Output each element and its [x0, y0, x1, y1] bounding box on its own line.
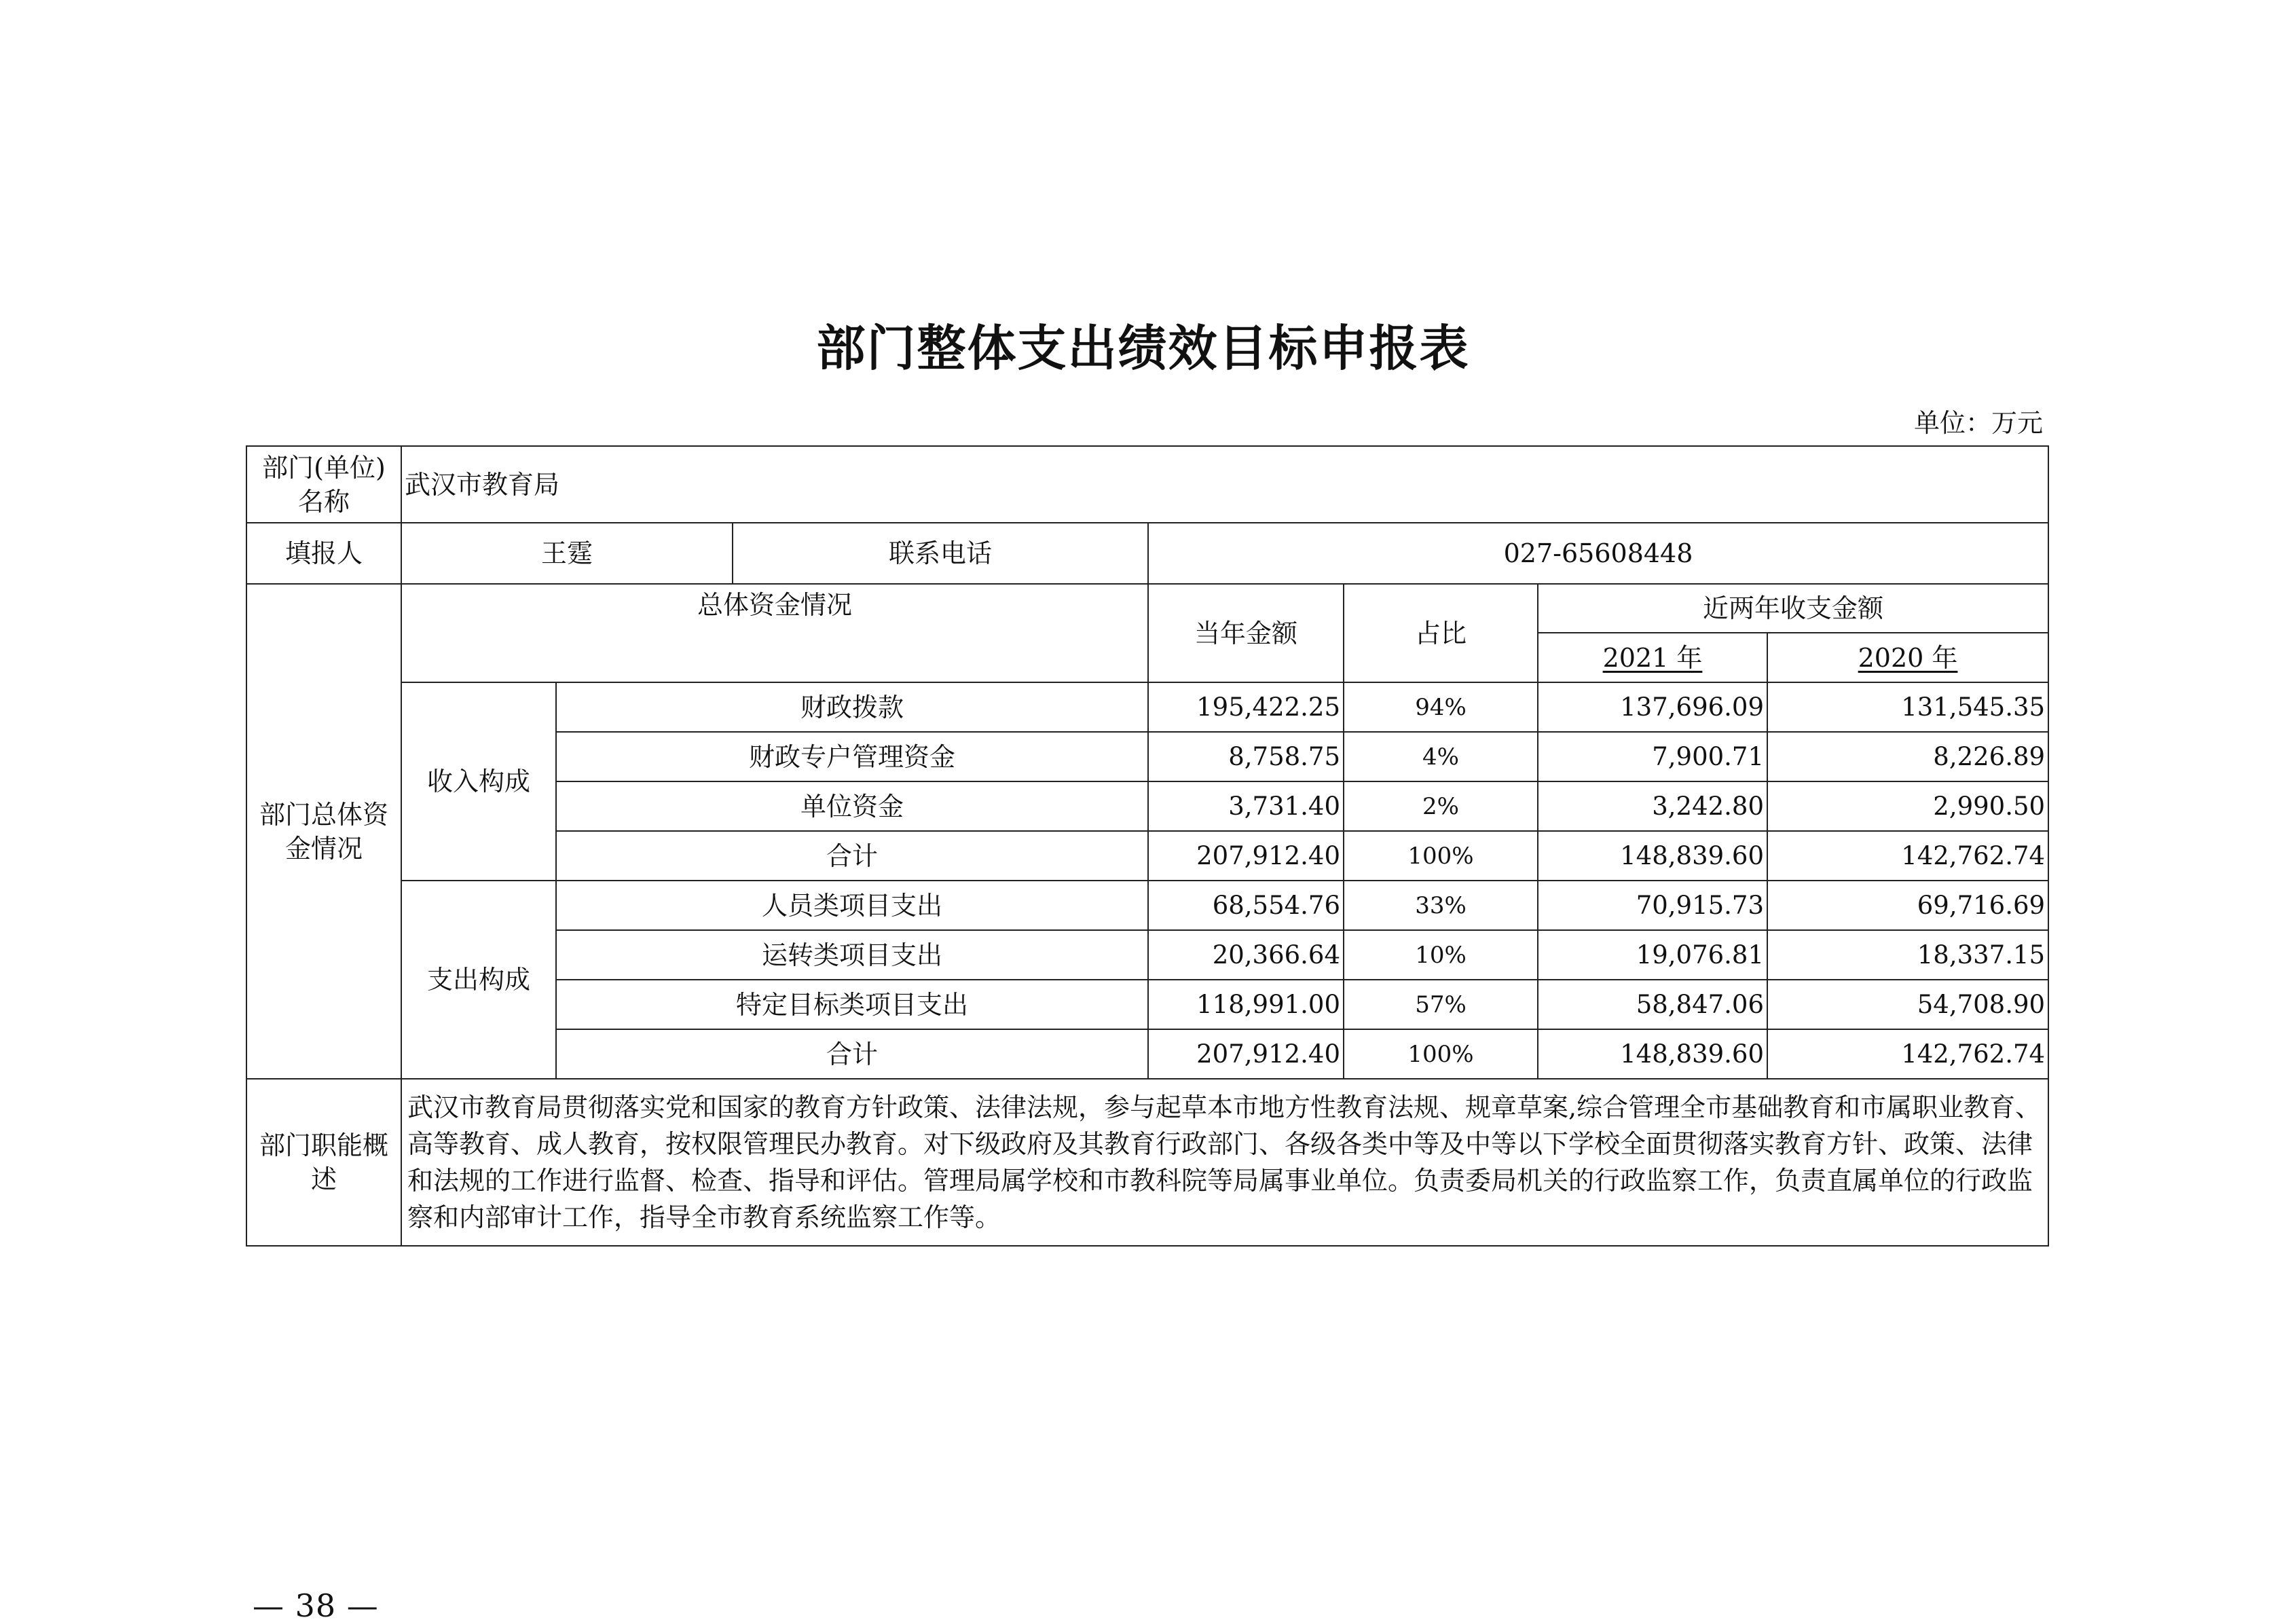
amount-2020-cell: 131,545.35	[1767, 682, 2048, 732]
amount-2021-cell: 3,242.80	[1538, 781, 1767, 831]
current-amount-cell: 20,366.64	[1148, 930, 1344, 980]
ratio-cell: 94%	[1344, 682, 1538, 732]
contact-row	[246, 523, 2048, 584]
amount-2020-cell: 8,226.89	[1767, 732, 2048, 781]
phone-label-cell: 联系电话	[733, 523, 1148, 584]
amount-2021-cell: 137,696.09	[1538, 682, 1767, 732]
ratio-cell: 10%	[1344, 930, 1538, 980]
year-2021-header: 2021 年	[1538, 633, 1767, 682]
ratio-cell: 57%	[1344, 980, 1538, 1029]
filler-label-cell: 填报人	[246, 523, 401, 584]
recent-years-header: 近两年收支金额	[1538, 584, 2048, 633]
amount-2020-cell: 142,762.74	[1767, 1029, 2048, 1079]
ratio-cell: 100%	[1344, 831, 1538, 881]
ratio-cell: 100%	[1344, 1029, 1538, 1079]
item-name-cell: 合计	[556, 1029, 1148, 1079]
amount-2021-cell: 148,839.60	[1538, 831, 1767, 881]
amount-2021-cell: 148,839.60	[1538, 1029, 1767, 1079]
funds-section-label: 部门总体资金情况	[246, 584, 401, 1079]
expense-label-cell: 支出构成	[401, 881, 556, 1079]
amount-2020-cell: 69,716.69	[1767, 881, 2048, 930]
ratio-cell: 2%	[1344, 781, 1538, 831]
current-amount-cell: 8,758.75	[1148, 732, 1344, 781]
page-number: — 38 —	[253, 1587, 379, 1624]
current-amount-cell: 68,554.76	[1148, 881, 1344, 930]
current-amount-cell: 118,991.00	[1148, 980, 1344, 1029]
year-2020-header: 2020 年	[1767, 633, 2048, 682]
item-name-cell: 合计	[556, 831, 1148, 881]
amount-2020-cell: 142,762.74	[1767, 831, 2048, 881]
item-name-cell: 人员类项目支出	[556, 881, 1148, 930]
duties-text-cell: 武汉市教育局贯彻落实党和国家的教育方针政策、法律法规，参与起草本市地方性教育法规、规章草案,综合管理全市基础教育和市属职业教育、高等教育、成人教育，按权限管理民办教育。对下级政府及其教育行政部门、各级各类中等及中等以下学校全面贯彻落实教育方针、政策、法律和法规的工作进行监督、检查、指导和评估。管理局属学校和市教科院等局属事业单位。负责委局机关的行政监察工作，负责直属单位的行政监察和内部审计工作，指导全市教育系统监察工作等。	[401, 1079, 2048, 1246]
amount-2021-cell: 7,900.71	[1538, 732, 1767, 781]
amount-2020-cell: 54,708.90	[1767, 980, 2048, 1029]
ratio-cell: 33%	[1344, 881, 1538, 930]
table-row	[246, 682, 2048, 732]
page-title: 部门整体支出绩效目标申报表	[816, 320, 1470, 377]
item-name-cell: 财政拨款	[556, 682, 1148, 732]
dept-label-cell: 部门(单位)名称	[246, 446, 401, 523]
item-name-cell: 单位资金	[556, 781, 1148, 831]
funds-header-row-1	[246, 584, 2048, 633]
item-name-cell: 特定目标类项目支出	[556, 980, 1148, 1029]
dept-row	[246, 446, 2048, 523]
amount-2021-cell: 58,847.06	[1538, 980, 1767, 1029]
amount-2021-cell: 19,076.81	[1538, 930, 1767, 980]
current-amount-header: 当年金额	[1148, 584, 1344, 682]
phone-value-cell: 027-65608448	[1148, 523, 2048, 584]
filler-value-cell: 王霆	[401, 523, 733, 584]
overall-funds-header: 总体资金情况	[401, 584, 1148, 682]
table-row	[246, 881, 2048, 930]
dept-value-cell: 武汉市教育局	[401, 446, 2048, 523]
item-name-cell: 财政专户管理资金	[556, 732, 1148, 781]
amount-2020-cell: 18,337.15	[1767, 930, 2048, 980]
current-amount-cell: 207,912.40	[1148, 1029, 1344, 1079]
ratio-header: 占比	[1344, 584, 1538, 682]
ratio-cell: 4%	[1344, 732, 1538, 781]
current-amount-cell: 3,731.40	[1148, 781, 1344, 831]
amount-2021-cell: 70,915.73	[1538, 881, 1767, 930]
duties-row	[246, 1079, 2048, 1246]
current-amount-cell: 207,912.40	[1148, 831, 1344, 881]
duties-label-cell: 部门职能概述	[246, 1079, 401, 1246]
current-amount-cell: 195,422.25	[1148, 682, 1344, 732]
performance-target-table	[246, 445, 2049, 1247]
unit-label: 单位：万元	[1913, 408, 2043, 438]
amount-2020-cell: 2,990.50	[1767, 781, 2048, 831]
item-name-cell: 运转类项目支出	[556, 930, 1148, 980]
income-label-cell: 收入构成	[401, 682, 556, 881]
